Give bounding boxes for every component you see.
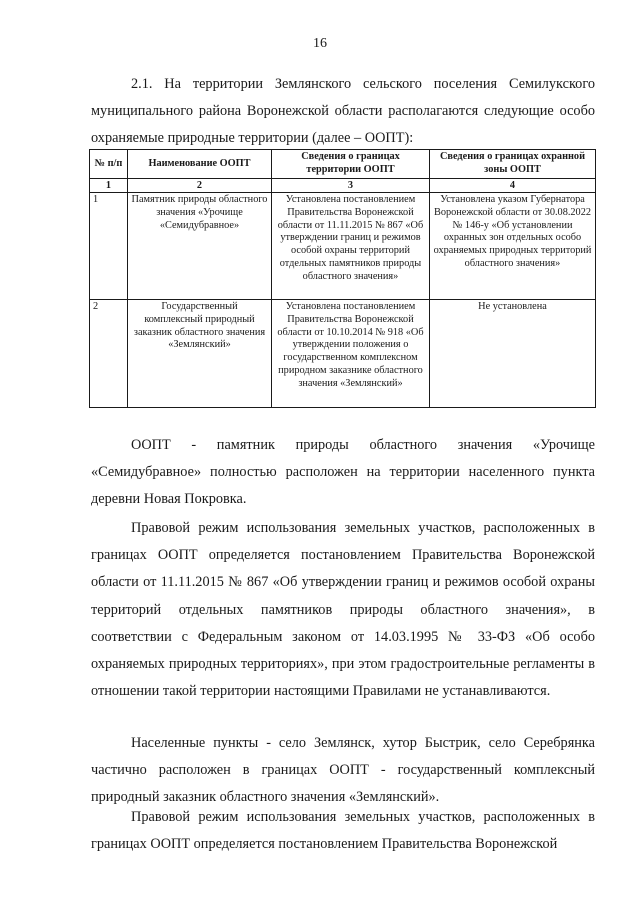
intro-paragraph: 2.1. На территории Землянского сельского поселения Семилукского муниципального района Воронежской области располагаются следующие особо охраняемые природные территории (далее – ООПТ): <box>91 76 595 147</box>
table-column-numbers-row <box>90 179 596 193</box>
oopt-name: Государственный комплексный природный заказник областного значения «Землянский» <box>128 300 272 408</box>
header-number: № п/п <box>90 150 128 179</box>
territory-borders-info: Установлена постановлением Правительства Воронежской области от 11.11.2015 № 867 «Об утверждении границ и режимов особой охраны территорий отдельных памятников природы областного значения» <box>272 193 430 300</box>
territory-borders-info: Установлена постановлением Правительства Воронежской области от 10.10.2014 № 918 «Об утверждении положения о государственном комплексном природном заказнике областного значения «Землянский» <box>272 300 430 408</box>
column-number: 3 <box>272 179 430 193</box>
buffer-zone-info: Установлена указом Губернатора Воронежской области от 30.08.2022 № 146-у «Об установлении охранных зон отдельных особо охраняемых природных территорий областного значения» <box>430 193 596 300</box>
oopt-name: Памятник природы областного значения «Урочище «Семидубравное» <box>128 193 272 300</box>
header-buffer-zone-borders: Сведения о границах охранной зоны ООПТ <box>430 150 596 179</box>
column-number: 4 <box>430 179 596 193</box>
header-name: Наименование ООПТ <box>128 150 272 179</box>
table-row <box>90 193 596 300</box>
row-number: 2 <box>90 300 128 408</box>
column-number: 1 <box>90 179 128 193</box>
body-paragraph: ООПТ - памятник природы областного значения «Урочище «Семидубравное» полностью расположен на территории населенного пункта деревни Новая Покровка. <box>91 437 595 508</box>
column-number: 2 <box>128 179 272 193</box>
page-number: 16 <box>313 36 327 51</box>
row-number: 1 <box>90 193 128 300</box>
body-paragraph: Правовой режим использования земельных участков, расположенных в границах ООПТ определяется постановлением Правительства Воронежской <box>91 809 595 853</box>
table-header-row <box>90 150 596 179</box>
body-paragraph: Населенные пункты - село Землянск, хутор Быстрик, село Серебрянка частично расположен в границах ООПТ - государственный комплексный природный заказник областного значения «Землянский». <box>91 735 595 806</box>
body-paragraph: Правовой режим использования земельных участков, расположенных в границах ООПТ определяется постановлением Правительства Воронежской области от 11.11.2015 № 867 «Об утверждении границ и режимов особой охраны территорий отдельных памятников природы областного значения», в соответствии с Федеральным законом от 14.03.1995 № 33-ФЗ «Об особо охраняемых природных территориях», при этом градостроительные регламенты в отношении такой территории настоящими Правилами не устанавливаются. <box>91 520 595 700</box>
header-territory-borders: Сведения о границах территории ООПТ <box>272 150 430 179</box>
buffer-zone-info: Не установлена <box>430 300 596 408</box>
oopt-table <box>89 149 595 408</box>
table-row <box>90 300 596 408</box>
